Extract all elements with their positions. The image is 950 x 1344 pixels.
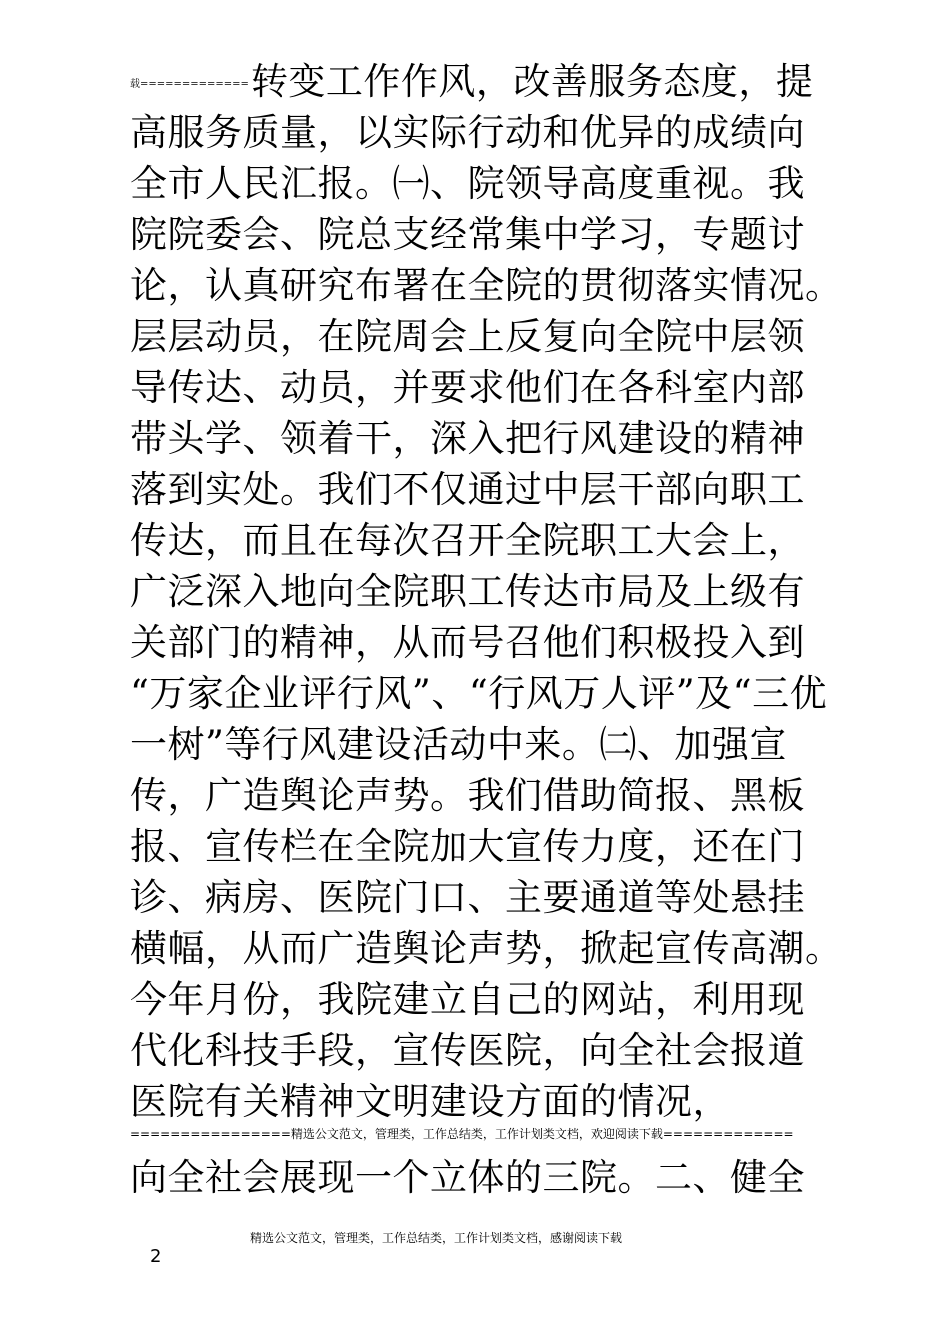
page-number: 2	[150, 1246, 162, 1267]
section-divider-banner: ================精选公文范文，管理类，工作总结类，工作计划类文档，欢迎阅读下载=============	[130, 1127, 794, 1141]
body-text-line-9: 落到实处。我们不仅通过中层干部向职工	[130, 468, 805, 511]
body-text-line-7: 导传达、动员，并要求他们在各科室内部	[130, 366, 805, 409]
body-text-line-8: 带头学、领着干，深入把行风建设的精神	[130, 417, 805, 460]
body-text-line-12: 关部门的精神，从而号召他们积极投入到	[130, 621, 805, 664]
body-text-line-5: 论，认真研究布署在全院的贯彻落实情况。	[130, 264, 843, 307]
body-text-line-19: 今年月份，我院建立自己的网站，利用现	[130, 978, 805, 1021]
body-text-line-6: 层层动员，在院周会上反复向全院中层领	[130, 315, 805, 358]
body-text-continuation: 向全社会展现一个立体的三院。二、健全	[130, 1156, 805, 1199]
body-text-line-16: 报、宣传栏在全院加大宣传力度，还在门	[130, 825, 805, 868]
body-text-line-21: 医院有关精神文明建设方面的情况，	[130, 1080, 730, 1123]
body-text-line-10: 传达，而且在每次召开全院职工大会上，	[130, 519, 805, 562]
body-text-line-1-content: 转变工作作风，改善服务态度，提	[250, 60, 814, 103]
body-text-line-13: “万家企业评行风”、“行风万人评”及“三优	[130, 672, 828, 715]
body-text-line-18: 横幅，从而广造舆论声势，掀起宣传高潮。	[130, 927, 843, 970]
body-text-line-15: 传，广造舆论声势。我们借助简报、黑板	[130, 774, 805, 817]
body-text-line-20: 代化科技手段，宣传医院，向全社会报道	[130, 1029, 805, 1072]
body-text-line-14: 一树”等行风建设活动中来。㈡、加强宣	[130, 723, 787, 766]
body-text-line-17: 诊、病房、医院门口、主要通道等处悬挂	[130, 876, 805, 919]
body-text-line-2: 高服务质量，以实际行动和优异的成绩向	[130, 111, 805, 154]
body-text-line-1	[130, 60, 813, 104]
body-text-line-11: 广泛深入地向全院职工传达市局及上级有	[130, 570, 805, 613]
body-text-line-3: 全市人民汇报。㈠、院领导高度重视。我	[130, 162, 805, 205]
footer-note: 精选公文范文，管理类，工作总结类，工作计划类文档，感谢阅读下载	[250, 1231, 623, 1245]
body-text-line-4: 院院委会、院总支经常集中学习，专题讨	[130, 213, 805, 256]
header-prefix: 载=============	[130, 78, 249, 90]
